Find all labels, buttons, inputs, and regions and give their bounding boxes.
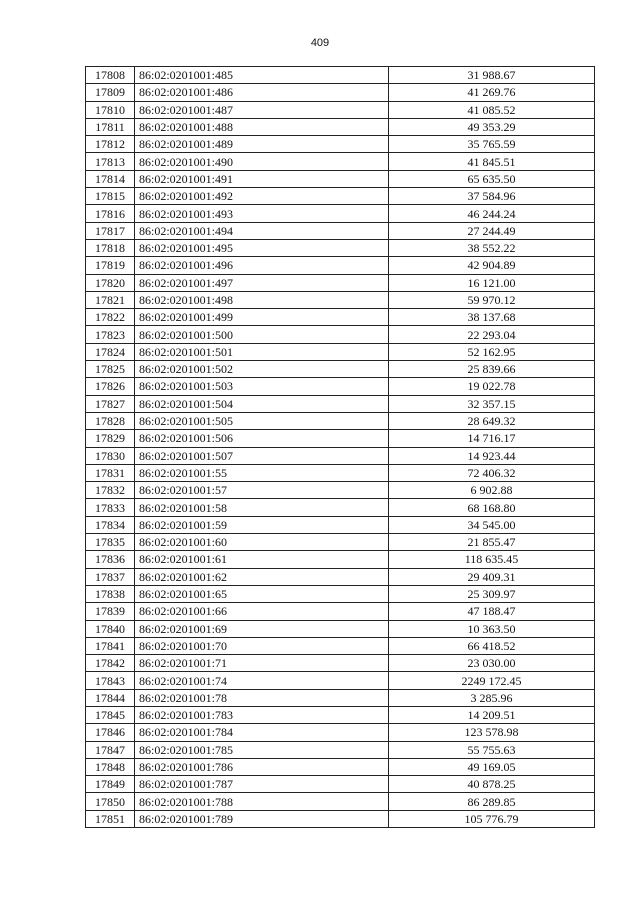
cadastral-number-cell: 86:02:0201001:488 — [135, 118, 389, 135]
row-number-cell: 17840 — [86, 620, 135, 637]
cadastral-value-cell: 3 285.96 — [389, 689, 595, 706]
cadastral-number-cell: 86:02:0201001:70 — [135, 637, 389, 654]
cadastral-number-cell: 86:02:0201001:507 — [135, 447, 389, 464]
cadastral-number-cell: 86:02:0201001:788 — [135, 793, 389, 810]
cadastral-number-cell: 86:02:0201001:69 — [135, 620, 389, 637]
cadastral-value-cell: 65 635.50 — [389, 170, 595, 187]
row-number-cell: 17842 — [86, 655, 135, 672]
row-number-cell: 17813 — [86, 153, 135, 170]
row-number-cell: 17821 — [86, 291, 135, 308]
cadastral-value-cell: 49 169.05 — [389, 758, 595, 775]
cadastral-number-cell: 86:02:0201001:506 — [135, 430, 389, 447]
cadastral-value-cell: 10 363.50 — [389, 620, 595, 637]
table-row — [86, 309, 595, 326]
table-row — [86, 239, 595, 256]
cadastral-value-cell: 86 289.85 — [389, 793, 595, 810]
row-number-cell: 17846 — [86, 724, 135, 741]
cadastral-number-cell: 86:02:0201001:55 — [135, 464, 389, 481]
cadastral-number-cell: 86:02:0201001:71 — [135, 655, 389, 672]
table-body — [86, 67, 595, 828]
cadastral-value-cell: 118 635.45 — [389, 551, 595, 568]
table-row — [86, 378, 595, 395]
cadastral-number-cell: 86:02:0201001:500 — [135, 326, 389, 343]
cadastral-number-cell: 86:02:0201001:61 — [135, 551, 389, 568]
cadastral-value-cell: 105 776.79 — [389, 810, 595, 827]
cadastral-number-cell: 86:02:0201001:505 — [135, 412, 389, 429]
table-row — [86, 482, 595, 499]
cadastral-value-cell: 59 970.12 — [389, 291, 595, 308]
row-number-cell: 17812 — [86, 136, 135, 153]
table-row — [86, 776, 595, 793]
row-number-cell: 17827 — [86, 395, 135, 412]
cadastral-number-cell: 86:02:0201001:784 — [135, 724, 389, 741]
cadastral-number-cell: 86:02:0201001:783 — [135, 706, 389, 723]
cadastral-number-cell: 86:02:0201001:74 — [135, 672, 389, 689]
page-number: 409 — [310, 37, 330, 49]
cadastral-number-cell: 86:02:0201001:501 — [135, 343, 389, 360]
row-number-cell: 17849 — [86, 776, 135, 793]
table-row — [86, 516, 595, 533]
row-number-cell: 17826 — [86, 378, 135, 395]
table-row — [86, 655, 595, 672]
row-number-cell: 17829 — [86, 430, 135, 447]
row-number-cell: 17843 — [86, 672, 135, 689]
table-row — [86, 395, 595, 412]
table-row — [86, 412, 595, 429]
cadastral-number-cell: 86:02:0201001:59 — [135, 516, 389, 533]
row-number-cell: 17823 — [86, 326, 135, 343]
cadastral-number-cell: 86:02:0201001:487 — [135, 101, 389, 118]
cadastral-value-cell: 72 406.32 — [389, 464, 595, 481]
cadastral-value-cell: 6 902.88 — [389, 482, 595, 499]
table-row — [86, 84, 595, 101]
cadastral-value-cell: 41 845.51 — [389, 153, 595, 170]
cadastral-value-cell: 37 584.96 — [389, 188, 595, 205]
row-number-cell: 17830 — [86, 447, 135, 464]
row-number-cell: 17850 — [86, 793, 135, 810]
cadastral-number-cell: 86:02:0201001:491 — [135, 170, 389, 187]
cadastral-value-cell: 14 923.44 — [389, 447, 595, 464]
table-row — [86, 118, 595, 135]
table-row — [86, 222, 595, 239]
cadastral-number-cell: 86:02:0201001:66 — [135, 603, 389, 620]
cadastral-value-cell: 41 085.52 — [389, 101, 595, 118]
row-number-cell: 17828 — [86, 412, 135, 429]
row-number-cell: 17817 — [86, 222, 135, 239]
table-row — [86, 205, 595, 222]
row-number-cell: 17848 — [86, 758, 135, 775]
table-row — [86, 793, 595, 810]
row-number-cell: 17816 — [86, 205, 135, 222]
cadastral-value-cell: 29 409.31 — [389, 568, 595, 585]
table-row — [86, 637, 595, 654]
table-row — [86, 620, 595, 637]
row-number-cell: 17847 — [86, 741, 135, 758]
row-number-cell: 17822 — [86, 309, 135, 326]
cadastral-value-cell: 27 244.49 — [389, 222, 595, 239]
table-row — [86, 170, 595, 187]
cadastral-value-cell: 21 855.47 — [389, 534, 595, 551]
cadastral-value-cell: 123 578.98 — [389, 724, 595, 741]
table-row — [86, 585, 595, 602]
cadastral-value-cell: 42 904.89 — [389, 257, 595, 274]
cadastral-number-cell: 86:02:0201001:785 — [135, 741, 389, 758]
table-row — [86, 689, 595, 706]
cadastral-number-cell: 86:02:0201001:786 — [135, 758, 389, 775]
cadastral-number-cell: 86:02:0201001:490 — [135, 153, 389, 170]
row-number-cell: 17833 — [86, 499, 135, 516]
table-row — [86, 603, 595, 620]
cadastral-value-cell: 32 357.15 — [389, 395, 595, 412]
row-number-cell: 17839 — [86, 603, 135, 620]
table-row — [86, 153, 595, 170]
cadastral-value-cell: 19 022.78 — [389, 378, 595, 395]
cadastral-number-cell: 86:02:0201001:489 — [135, 136, 389, 153]
row-number-cell: 17836 — [86, 551, 135, 568]
table-row — [86, 741, 595, 758]
table-row — [86, 274, 595, 291]
row-number-cell: 17819 — [86, 257, 135, 274]
cadastral-value-cell: 25 839.66 — [389, 361, 595, 378]
row-number-cell: 17841 — [86, 637, 135, 654]
row-number-cell: 17815 — [86, 188, 135, 205]
row-number-cell: 17820 — [86, 274, 135, 291]
cadastral-value-cell: 28 649.32 — [389, 412, 595, 429]
row-number-cell: 17832 — [86, 482, 135, 499]
cadastral-value-table — [85, 66, 595, 828]
table-row — [86, 101, 595, 118]
table-row — [86, 343, 595, 360]
cadastral-number-cell: 86:02:0201001:486 — [135, 84, 389, 101]
cadastral-value-cell: 38 137.68 — [389, 309, 595, 326]
row-number-cell: 17831 — [86, 464, 135, 481]
cadastral-number-cell: 86:02:0201001:60 — [135, 534, 389, 551]
table-row — [86, 672, 595, 689]
cadastral-number-cell: 86:02:0201001:499 — [135, 309, 389, 326]
table-row — [86, 810, 595, 827]
cadastral-value-cell: 66 418.52 — [389, 637, 595, 654]
row-number-cell: 17825 — [86, 361, 135, 378]
row-number-cell: 17809 — [86, 84, 135, 101]
cadastral-value-cell: 34 545.00 — [389, 516, 595, 533]
cadastral-value-cell: 68 168.80 — [389, 499, 595, 516]
cadastral-number-cell: 86:02:0201001:495 — [135, 239, 389, 256]
cadastral-number-cell: 86:02:0201001:58 — [135, 499, 389, 516]
row-number-cell: 17837 — [86, 568, 135, 585]
cadastral-value-cell: 55 755.63 — [389, 741, 595, 758]
cadastral-number-cell: 86:02:0201001:494 — [135, 222, 389, 239]
cadastral-value-cell: 2249 172.45 — [389, 672, 595, 689]
cadastral-number-cell: 86:02:0201001:493 — [135, 205, 389, 222]
cadastral-value-cell: 22 293.04 — [389, 326, 595, 343]
cadastral-value-cell: 14 716.17 — [389, 430, 595, 447]
cadastral-value-cell: 35 765.59 — [389, 136, 595, 153]
table-row — [86, 551, 595, 568]
cadastral-number-cell: 86:02:0201001:502 — [135, 361, 389, 378]
row-number-cell: 17814 — [86, 170, 135, 187]
row-number-cell: 17808 — [86, 67, 135, 84]
cadastral-value-cell: 38 552.22 — [389, 239, 595, 256]
cadastral-value-cell: 25 309.97 — [389, 585, 595, 602]
cadastral-value-cell: 40 878.25 — [389, 776, 595, 793]
row-number-cell: 17824 — [86, 343, 135, 360]
cadastral-number-cell: 86:02:0201001:787 — [135, 776, 389, 793]
table-row — [86, 430, 595, 447]
table-row — [86, 447, 595, 464]
row-number-cell: 17838 — [86, 585, 135, 602]
table-row — [86, 499, 595, 516]
row-number-cell: 17835 — [86, 534, 135, 551]
cadastral-number-cell: 86:02:0201001:496 — [135, 257, 389, 274]
cadastral-value-cell: 16 121.00 — [389, 274, 595, 291]
cadastral-number-cell: 86:02:0201001:497 — [135, 274, 389, 291]
cadastral-number-cell: 86:02:0201001:492 — [135, 188, 389, 205]
cadastral-value-cell: 14 209.51 — [389, 706, 595, 723]
table-row — [86, 534, 595, 551]
cadastral-value-cell: 41 269.76 — [389, 84, 595, 101]
cadastral-value-cell: 23 030.00 — [389, 655, 595, 672]
row-number-cell: 17810 — [86, 101, 135, 118]
row-number-cell: 17811 — [86, 118, 135, 135]
cadastral-number-cell: 86:02:0201001:504 — [135, 395, 389, 412]
cadastral-number-cell: 86:02:0201001:789 — [135, 810, 389, 827]
cadastral-number-cell: 86:02:0201001:503 — [135, 378, 389, 395]
cadastral-number-cell: 86:02:0201001:62 — [135, 568, 389, 585]
row-number-cell: 17818 — [86, 239, 135, 256]
row-number-cell: 17834 — [86, 516, 135, 533]
table-row — [86, 326, 595, 343]
table-row — [86, 568, 595, 585]
row-number-cell: 17844 — [86, 689, 135, 706]
cadastral-value-cell: 52 162.95 — [389, 343, 595, 360]
table-row — [86, 291, 595, 308]
table-row — [86, 464, 595, 481]
cadastral-value-cell: 49 353.29 — [389, 118, 595, 135]
table-row — [86, 257, 595, 274]
cadastral-number-cell: 86:02:0201001:485 — [135, 67, 389, 84]
cadastral-value-cell: 46 244.24 — [389, 205, 595, 222]
cadastral-number-cell: 86:02:0201001:78 — [135, 689, 389, 706]
table-row — [86, 361, 595, 378]
table-row — [86, 188, 595, 205]
cadastral-value-cell: 31 988.67 — [389, 67, 595, 84]
table-row — [86, 758, 595, 775]
row-number-cell: 17851 — [86, 810, 135, 827]
cadastral-number-cell: 86:02:0201001:65 — [135, 585, 389, 602]
table-row — [86, 724, 595, 741]
table-row — [86, 706, 595, 723]
table-row — [86, 67, 595, 84]
cadastral-number-cell: 86:02:0201001:57 — [135, 482, 389, 499]
cadastral-number-cell: 86:02:0201001:498 — [135, 291, 389, 308]
row-number-cell: 17845 — [86, 706, 135, 723]
cadastral-value-cell: 47 188.47 — [389, 603, 595, 620]
table-row — [86, 136, 595, 153]
